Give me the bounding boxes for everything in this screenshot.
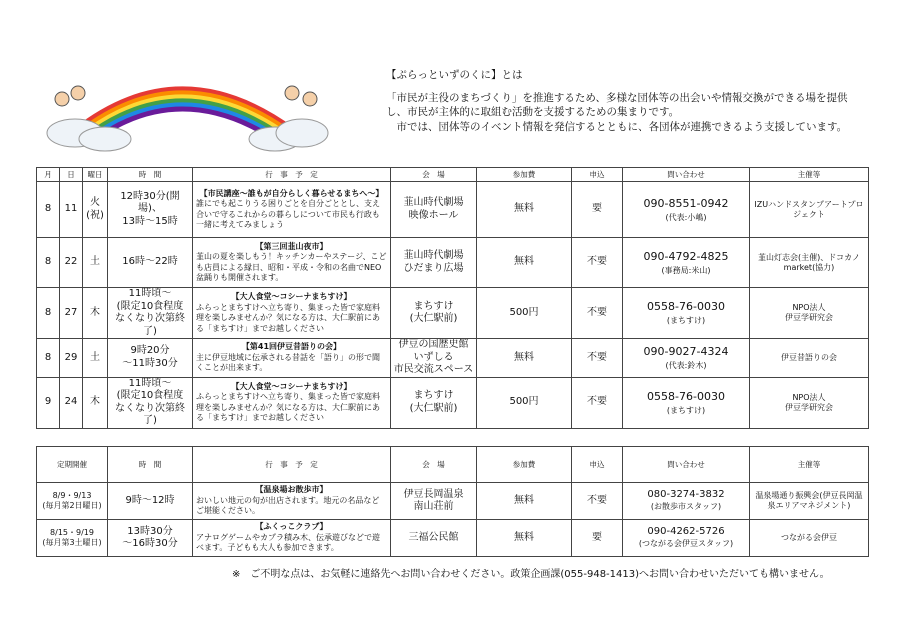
apply: 不要	[587, 306, 607, 318]
weekday: 土	[90, 351, 100, 363]
event-description: アナログゲームやカプラ積み木、伝承遊びなどで遊べます。子どもも大人も参加できます。	[196, 532, 380, 553]
table-row	[37, 182, 869, 238]
day: 22	[64, 256, 78, 268]
time-cell	[108, 182, 193, 238]
column-header: 会 場	[391, 168, 477, 182]
intro-paragraph-2: 市では、団体等のイベント情報を発信するとともに、各団体が連携できるよう支援しています。	[396, 120, 848, 133]
contact-phone: 0558-76-0030	[647, 300, 725, 313]
event-description: おいしい地元の旬が出店されます。地元の名品などご堪能ください。	[196, 495, 380, 516]
contact-person: (つながる会伊豆スタッフ)	[638, 539, 734, 548]
events-table	[36, 167, 869, 429]
contact-cell	[623, 238, 750, 288]
contact-cell	[623, 483, 750, 520]
event-cell	[193, 377, 391, 428]
contact-phone: 090-4262-5726	[647, 525, 725, 537]
weekday: 木	[90, 396, 100, 408]
contact-person: (まちすけ)	[666, 405, 706, 415]
time: 11時頃～ (限定10食程度 なくなり次第終了)	[115, 377, 185, 426]
day-cell	[60, 377, 83, 428]
event-title: 【大人食堂～コシーナまちすけ】	[231, 292, 352, 301]
apply-cell	[572, 483, 623, 520]
month-cell	[37, 377, 60, 428]
time: 9時～12時	[125, 494, 175, 506]
organizer-cell	[750, 520, 869, 557]
column-header: 行 事 予 定	[193, 168, 391, 182]
month-cell	[37, 339, 60, 378]
event-title: 【市民講座～誰もが自分らしく暮らせるまちへ～】	[199, 188, 384, 198]
fee-cell	[477, 377, 572, 428]
contact-cell	[623, 520, 750, 557]
fee-cell	[477, 339, 572, 378]
fee-cell	[477, 520, 572, 557]
apply-cell	[572, 377, 623, 428]
event-cell	[193, 483, 391, 520]
table-row	[37, 377, 869, 428]
venue: 韮山時代劇場 ひだまり広場	[403, 250, 464, 274]
weekday-cell	[83, 288, 108, 339]
event-description: 主に伊豆地域に伝承される昔話を「語り」の形で聞くことが出来ます。	[196, 352, 380, 372]
month-cell	[37, 238, 60, 288]
organizer: 伊豆昔語りの会	[781, 352, 837, 362]
organizer-cell	[750, 288, 869, 339]
venue-cell	[391, 339, 477, 378]
time-cell	[108, 288, 193, 339]
time-cell	[108, 339, 193, 378]
event-cell	[193, 238, 391, 288]
day: 11	[64, 203, 78, 215]
contact-cell	[623, 182, 750, 238]
month: 8	[44, 256, 52, 268]
apply: 不要	[587, 256, 607, 268]
event-title: 【大人食堂～コシーナまちすけ】	[231, 381, 352, 391]
intro-heading: 【ぷらっといずのくに】とは	[386, 69, 523, 81]
month: 8	[44, 203, 52, 215]
column-header: 主催等	[750, 447, 869, 483]
event-cell	[193, 182, 391, 238]
organizer: NPO法人 伊豆学研究会	[785, 303, 833, 322]
fee-cell	[477, 288, 572, 339]
venue-cell	[391, 483, 477, 520]
intro-section	[386, 68, 866, 134]
schedule-cell	[37, 520, 108, 557]
fee-cell	[477, 238, 572, 288]
contact-phone: 090-8551-0942	[643, 196, 729, 210]
column-header: 参加費	[477, 447, 572, 483]
column-header: 時 間	[108, 168, 193, 182]
contact-phone: 090-4792-4825	[643, 249, 729, 263]
month: 8	[44, 306, 52, 318]
fee: 無料	[514, 494, 534, 506]
time-cell	[108, 483, 193, 520]
day: 27	[64, 306, 78, 318]
table-row	[37, 520, 869, 557]
day: 24	[64, 396, 78, 408]
time: 9時20分 ～11時30分	[122, 345, 178, 369]
weekday-cell	[83, 339, 108, 378]
venue-cell	[391, 288, 477, 339]
organizer: 温泉場通り振興会(伊豆長岡温泉エリアマネジメント)	[755, 491, 863, 510]
weekday-cell	[83, 238, 108, 288]
fee: 無料	[514, 531, 534, 543]
contact-person: (事務局:米山)	[661, 265, 711, 275]
regular-events-table	[36, 446, 869, 557]
event-description: 韮山の夏を楽しもう！キッチンカーやステージ、こども店員による縁日、昭和・平成・令和の名曲でNEO盆踊りも開催されます。	[196, 252, 387, 282]
event-description: ふらっとまちすけへ立ち寄り、集まった皆で家庭料理を楽しみませんか？気になる方は、大仁駅前にある「まちすけ」までお越しください	[196, 392, 380, 422]
weekday: 木	[90, 306, 100, 318]
contact-phone: 0558-76-0030	[647, 389, 725, 403]
venue: 三福公民館	[408, 531, 459, 543]
fee: 無料	[514, 203, 534, 215]
month: 8	[44, 351, 52, 363]
time: 12時30分(開場)、 13時～15時	[120, 190, 180, 227]
fee: 無料	[514, 256, 534, 268]
schedule-cell	[37, 483, 108, 520]
organizer: IZUハンドスタンプアートプロジェクト	[754, 199, 864, 219]
contact-cell	[623, 288, 750, 339]
month: 9	[44, 396, 52, 408]
event-title: 【温泉場お散歩市】	[255, 485, 328, 495]
time: 11時頃～ (限定10食程度 なくなり次第終了)	[115, 288, 185, 337]
venue: まちすけ (大仁駅前)	[409, 300, 458, 324]
contact-phone: 080-3274-3832	[647, 488, 725, 500]
column-header: 会 場	[391, 447, 477, 483]
column-header: 主催等	[750, 168, 869, 182]
apply-cell	[572, 520, 623, 557]
organizer: NPO法人 伊豆学研究会	[785, 392, 833, 412]
apply: 要	[592, 531, 602, 543]
apply: 不要	[587, 494, 607, 506]
column-header: 定期開催	[37, 447, 108, 483]
event-title: 【第41回伊豆昔語りの会】	[241, 342, 342, 351]
venue: 伊豆長岡温泉 南山荘前	[403, 488, 464, 512]
contact-phone: 090-9027-4324	[643, 344, 729, 358]
organizer: 韮山灯志会(主催)、ドコカノmarket(協力)	[758, 252, 860, 272]
fee: 無料	[514, 351, 534, 363]
event-description: ふらっとまちすけへ立ち寄り、集まった皆で家庭料理を楽しみませんか？気になる方は、大仁駅前にある「まちすけ」までお越しください	[196, 302, 380, 333]
contact-person: (代表:鈴木)	[665, 360, 707, 370]
column-header: 問い合わせ	[623, 447, 750, 483]
contact-person: (代表:小嶋)	[665, 212, 707, 222]
day-cell	[60, 339, 83, 378]
table-row	[37, 339, 869, 378]
intro-paragraph-1: 「市民が主役のまちづくり」を推進するため、多様な団体等の出会いや情報交換ができる場を提供し、市民が主体的に取組む活動を支援するための集まりです。	[386, 91, 848, 118]
schedule: 8/9・9/13 (毎月第2日曜日)	[42, 491, 102, 510]
organizer-cell	[750, 238, 869, 288]
organizer-cell	[750, 377, 869, 428]
column-header: 参加費	[477, 168, 572, 182]
fee-cell	[477, 483, 572, 520]
fee-cell	[477, 182, 572, 238]
day-cell	[60, 238, 83, 288]
fee: 500円	[509, 396, 539, 408]
rainbow-logo	[40, 55, 330, 155]
apply-cell	[572, 182, 623, 238]
month-cell	[37, 288, 60, 339]
weekday-cell	[83, 377, 108, 428]
event-title: 【第三回韮山夜市】	[255, 241, 328, 251]
contact-person: (お散歩市スタッフ)	[650, 502, 722, 511]
contact-person: (まちすけ)	[666, 316, 706, 325]
weekday: 土	[90, 256, 100, 268]
venue-cell	[391, 520, 477, 557]
organizer-cell	[750, 182, 869, 238]
day: 29	[64, 351, 78, 363]
time-cell	[108, 520, 193, 557]
column-header: 日	[60, 168, 83, 182]
venue: 韮山時代劇場 映像ホール	[403, 197, 464, 221]
time: 16時～22時	[122, 256, 178, 268]
organizer-cell	[750, 483, 869, 520]
contact-cell	[623, 377, 750, 428]
apply: 要	[592, 203, 602, 215]
column-header: 曜日	[83, 168, 108, 182]
organizer-cell	[750, 339, 869, 378]
weekday: 火 (祝)	[86, 197, 104, 221]
column-header: 時 間	[108, 447, 193, 483]
month-cell	[37, 182, 60, 238]
venue: 伊豆の国歴史館 いずしる 市民交流スペース	[393, 339, 474, 375]
time-cell	[108, 238, 193, 288]
apply-cell	[572, 339, 623, 378]
event-cell	[193, 288, 391, 339]
event-title: 【ふくっこクラブ】	[255, 522, 328, 532]
venue-cell	[391, 182, 477, 238]
apply-cell	[572, 238, 623, 288]
day-cell	[60, 288, 83, 339]
time: 13時30分 ～16時30分	[122, 525, 178, 549]
table-row	[37, 483, 869, 520]
venue-cell	[391, 377, 477, 428]
venue: まちすけ (大仁駅前)	[409, 390, 458, 414]
event-description: 誰にでも起こりうる困りごとを自分ごととし、支え合いで守るこれからの暮らしについて市民も行政も一緒に考えてみましょう	[196, 199, 380, 229]
table-row	[37, 288, 869, 339]
day-cell	[60, 182, 83, 238]
column-header: 月	[37, 168, 60, 182]
apply-cell	[572, 288, 623, 339]
schedule: 8/15・9/19 (毎月第3土曜日)	[42, 528, 102, 547]
time-cell	[108, 377, 193, 428]
footer-note: ※ ご不明な点は、お気軽に連絡先へお問い合わせください。政策企画課(055-948-1413)へお問い合わせいただいても構いません。	[232, 569, 830, 580]
column-header: 行 事 予 定	[193, 447, 391, 483]
column-header: 問い合わせ	[623, 168, 750, 182]
contact-cell	[623, 339, 750, 378]
apply: 不要	[587, 351, 607, 363]
organizer: つながる会伊豆	[781, 533, 837, 542]
event-cell	[193, 520, 391, 557]
apply: 不要	[587, 396, 607, 408]
event-cell	[193, 339, 391, 378]
fee: 500円	[509, 306, 539, 318]
table-row	[37, 238, 869, 288]
weekday-cell	[83, 182, 108, 238]
column-header: 申込	[572, 447, 623, 483]
venue-cell	[391, 238, 477, 288]
column-header: 申込	[572, 168, 623, 182]
